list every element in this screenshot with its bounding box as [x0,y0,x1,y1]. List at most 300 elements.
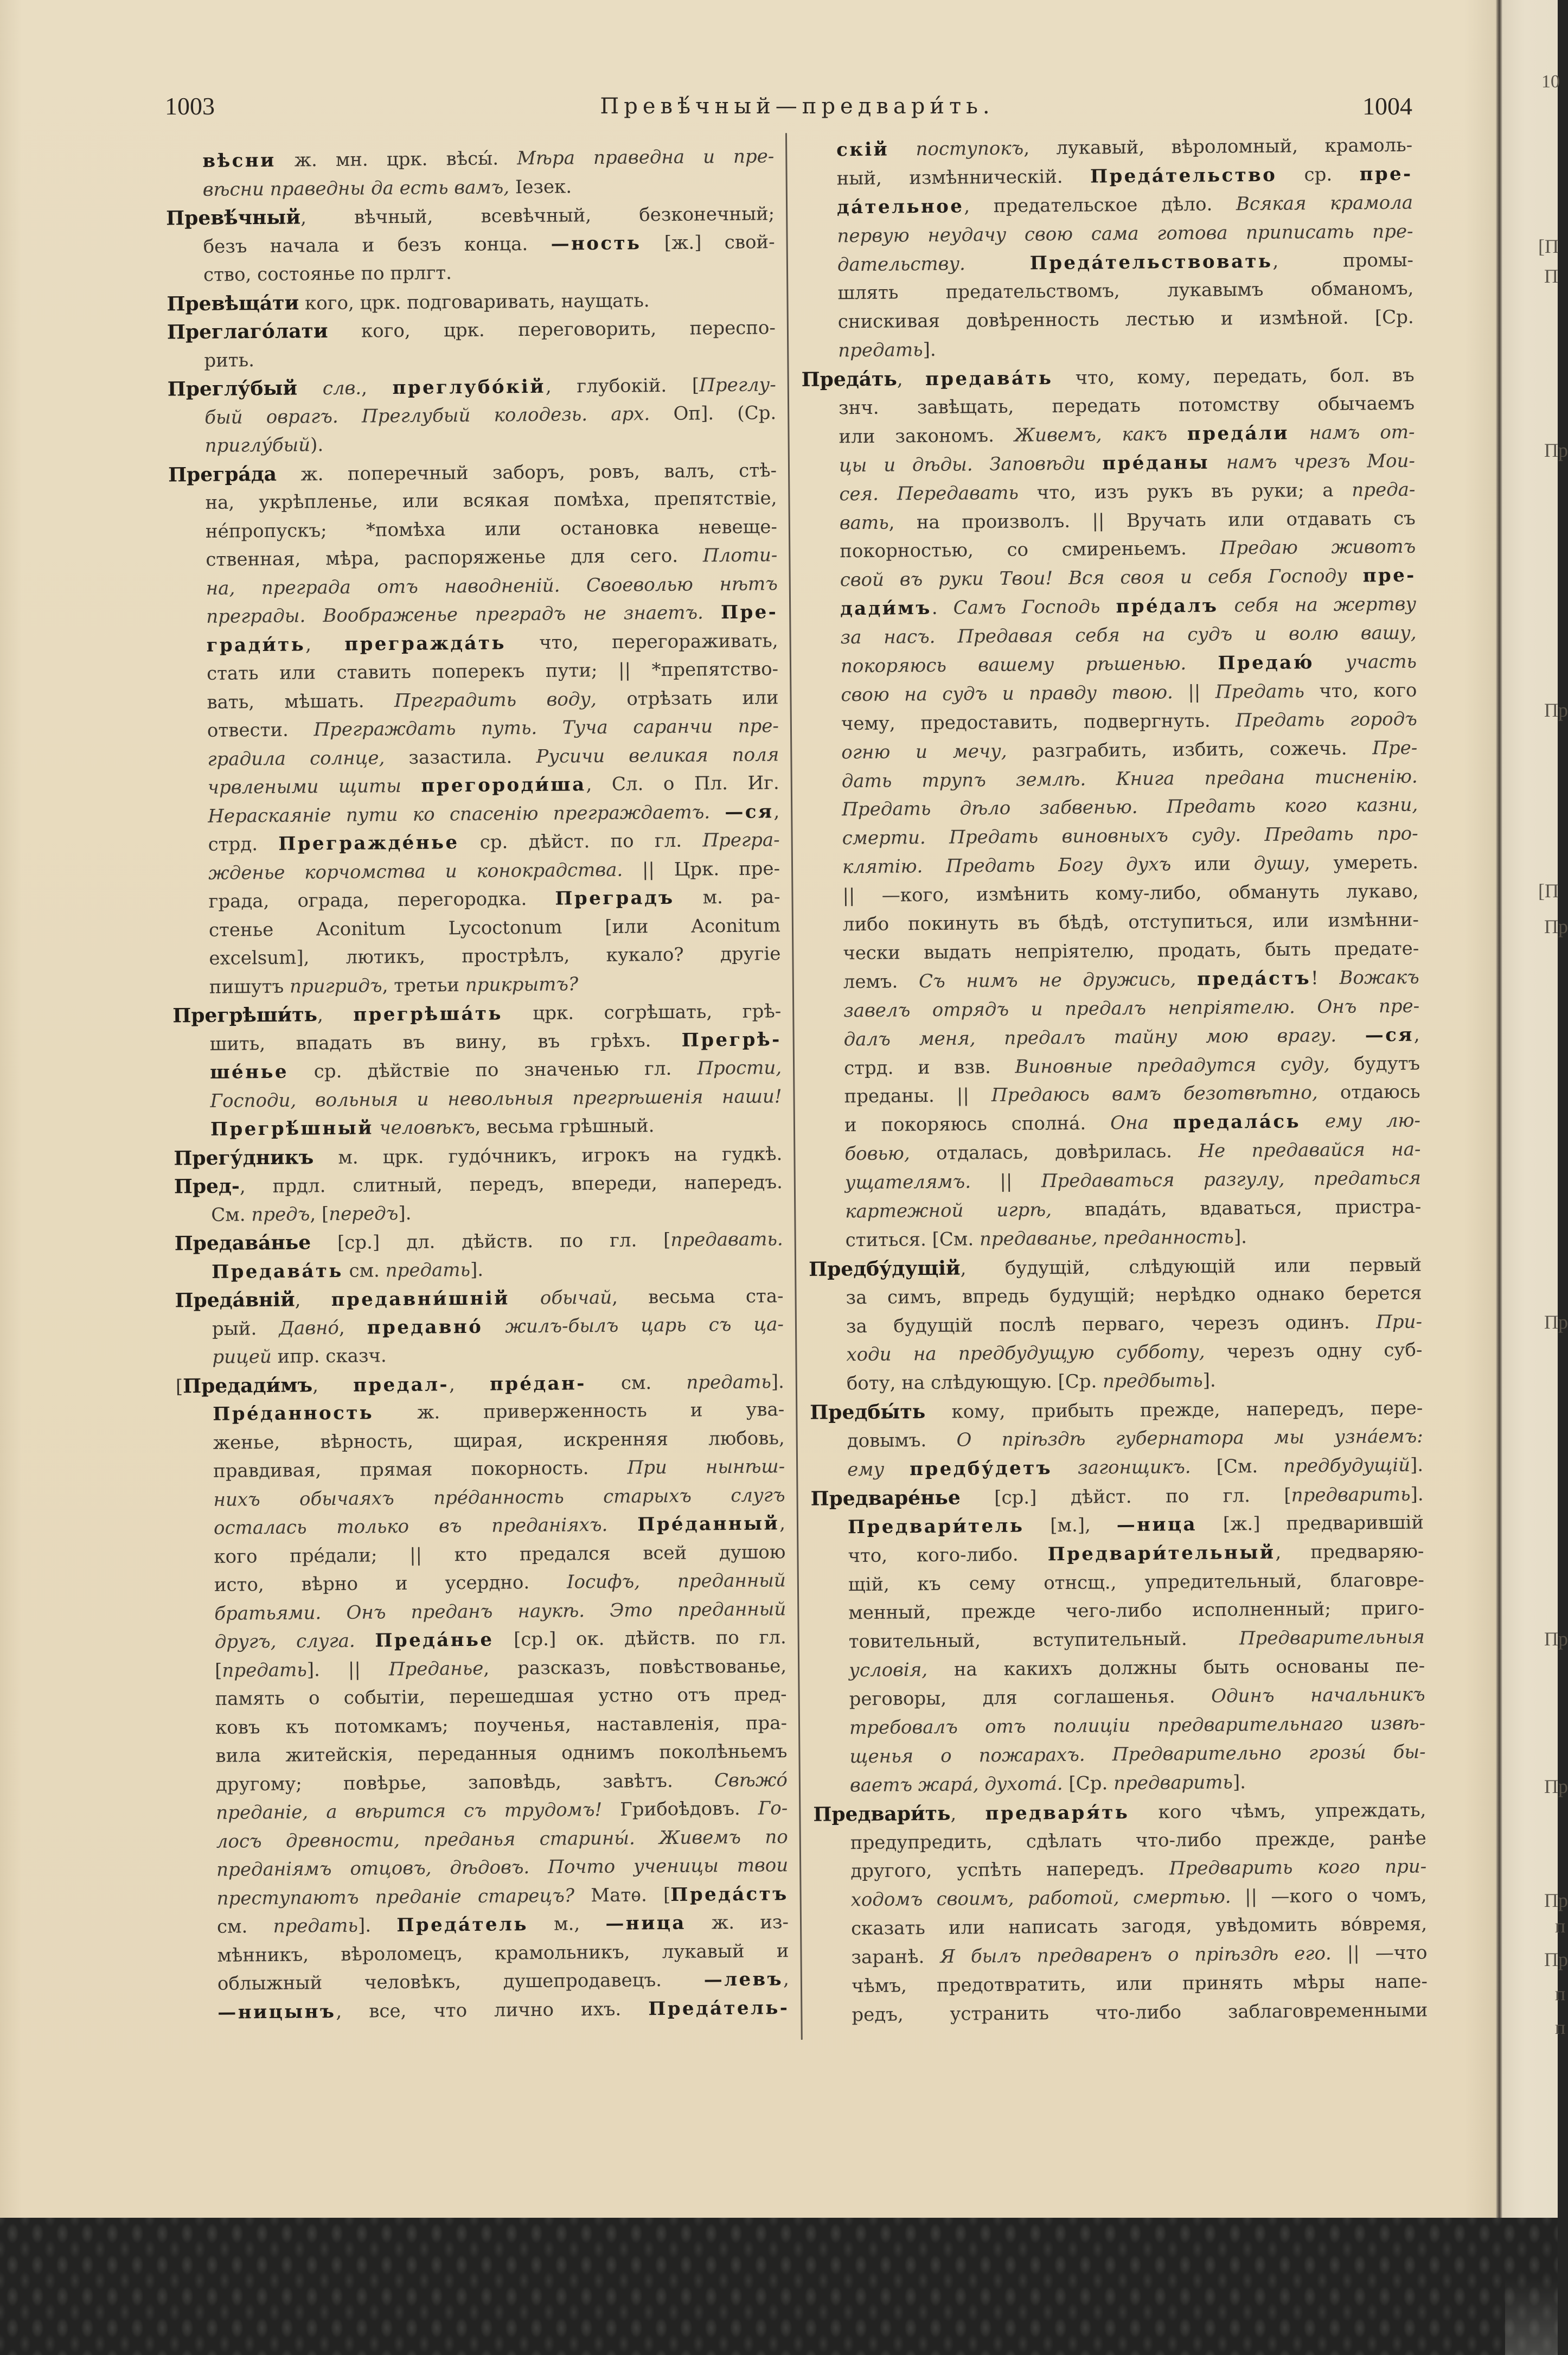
definition-text: || [1173,681,1215,704]
derived-form: прегрѣша́ть [353,1003,503,1026]
text-line [175,1253,783,1287]
text-line [172,1025,781,1059]
example-text: предать [273,1914,359,1937]
text-line [803,590,1416,624]
derived-form: предал- [353,1373,450,1396]
next-page-fragment: Пр [1544,1890,1568,1911]
derived-form: —ся [1365,1024,1414,1046]
definition-text: ж. из- [686,1911,789,1934]
text-line [812,1623,1425,1657]
definition-text: || —кого о чомъ, [1231,1884,1427,1908]
text-line [181,1965,789,1999]
next-page-fragment: [П [1538,880,1559,902]
text-line [809,1279,1422,1312]
definition-text: , [1413,1024,1420,1046]
definition-text: сказать или написать загодя, увѣдомить во́время, [850,1913,1428,1940]
definition-text: за симъ, впредь будущій; нерѣдко однако берется [846,1282,1422,1309]
example-text: рицей [212,1345,272,1368]
definition-text: , весьма ста- [612,1285,784,1309]
definition-text: ]. [357,1914,397,1937]
derived-form: —ница [605,1912,686,1935]
definition-text: лемъ. [843,970,919,993]
definition-text: града, ограда, перегородка. [208,888,555,912]
example-text: Виновные предадутся суду, [1015,1053,1330,1078]
example-text: Преглу- [699,374,776,397]
text-line [811,1508,1424,1542]
text-line [800,217,1413,251]
example-text: Съ нимъ не дружись, [918,968,1198,992]
definition-text: вать, мѣшать. [207,690,395,713]
headword: Предади́мъ [182,1373,313,1397]
definition-text: Оп]. (Ср. [650,401,777,425]
example-text: ему [847,1458,910,1481]
example-text: предварить [1291,1483,1411,1507]
example-text: Вожакъ [1339,966,1419,989]
derived-form: Предава́ть [211,1260,343,1283]
definition-text: || Црк. пре- [623,857,780,881]
definition-text: , [317,1004,354,1026]
definition-text: рить. [204,349,255,372]
example-text: Господи, вольныя и невольныя прегрѣшенія наши! [210,1085,782,1112]
text-line [805,848,1418,882]
derived-form: дади́мъ [840,597,932,620]
text-line [168,399,776,432]
text-line [812,1652,1425,1686]
example-text: картежной игрѣ, [845,1199,1052,1223]
definition-text: . [931,597,953,620]
derived-form: Преда́стъ [670,1882,789,1906]
definition-text: , третьи [382,974,465,997]
definition-text: знч. завѣщать, передать потомству обычаемъ [838,392,1415,419]
definition-text: отдалась, довѣрилась. [910,1140,1199,1165]
text-line [169,627,778,660]
headword: Предава́нье [174,1231,311,1255]
text-line [178,1737,787,1771]
definition-text: ]. || [306,1658,389,1681]
example-text: условія, [849,1659,928,1682]
derived-form: прегражда́ть [344,631,506,655]
example-text: Она [1110,1112,1173,1134]
text-line [171,769,779,802]
text-line [170,684,778,717]
derived-form: Прегражде́нье [278,832,459,855]
text-line [165,142,774,176]
text-line [177,1566,786,1600]
headword: Прегу́дникъ [174,1145,314,1170]
text-line [801,246,1413,279]
headword: Преглаго́лати [167,320,328,344]
example-text: завелъ отрядъ и предалъ непріятелю. Онъ пре- [843,995,1420,1022]
text-line [803,533,1416,566]
example-text: человѣкъ [373,1116,475,1139]
entry-start-line [175,1281,783,1315]
text-line [170,712,779,745]
text-line [814,1910,1427,1944]
entry-start-line [174,1139,782,1173]
example-text: загонщикъ. [1052,1456,1191,1479]
example-text: предать [686,1370,771,1394]
example-text: огню и мечу, [841,740,1007,763]
definition-text: , [312,1374,354,1396]
text-line [173,1082,782,1116]
definition-text: ж. мн. црк. вѣсы́. [276,148,517,171]
derived-form: Преда́нье [375,1629,494,1652]
definition-text: женье, вѣрность, щирая, искренняя любовь, [213,1427,785,1454]
definition-text: [Ср. [1063,1772,1114,1795]
headword: Предбы́ть [810,1400,926,1424]
definition-text: [ [175,1375,183,1397]
text-line [814,1881,1426,1915]
example-text: первую неудачу свою сама готова приписать пре- [837,220,1413,247]
definition-text: правдивая, прямая покорность. [213,1457,628,1482]
example-text: чрвлеными щиты [207,775,421,799]
derived-form: пре́дан- [489,1372,586,1395]
example-text: Преданье [388,1657,484,1680]
definition-text: что, кого-либо. [848,1543,1048,1567]
example-text: слв. [297,377,362,400]
definition-text: ство, состоянье по прлгт. [203,262,452,286]
definition-text: облыжный человѣкъ, душепродавецъ. [217,1969,704,1995]
text-line [173,1054,782,1087]
definition-text: , разсказъ, повѣствованье, [483,1655,787,1680]
definition-text: боту, на слѣдующую. [Ср. [846,1370,1103,1395]
definition-text: см. [343,1259,386,1282]
text-line [812,1681,1425,1714]
entry-start-line [801,361,1414,394]
definition-text: , [783,1968,790,1990]
text-line [808,1193,1421,1227]
example-text: предать [838,339,923,362]
example-text: предать [222,1658,307,1682]
example-text: Свѣжо́ [714,1769,788,1791]
text-line [170,655,778,688]
example-text: предавать. [670,1228,783,1251]
definition-text: , на произволъ. || Вручать или отдавать съ [888,507,1416,534]
example-text: Предаю животъ [1220,536,1416,560]
derived-form: скій [836,138,889,161]
headword: Предваре́нье [810,1486,961,1510]
definition-text: Іезек. [515,175,572,198]
derived-form: Пре- [720,601,778,624]
text-line [166,228,775,261]
definition-text: , вѣчный, всевѣчный, безконечный; [300,203,775,229]
definition-text: ковъ къ потомкамъ; поученья, наставленія, пра- [215,1712,788,1739]
example-text: за насъ. Предавая себя на судъ и волю вашу, [840,622,1417,649]
example-text: жденье корчомства и конокрадства. [208,859,623,884]
definition-text: , [361,377,393,399]
entry-start-line [176,1367,784,1401]
text-line [811,1537,1424,1571]
definition-text: , Сл. о Пл. Иг. [586,772,779,796]
example-text: передъ [329,1202,399,1225]
example-text: нихъ обычаяхъ пре́данность старыхъ слугъ [213,1484,785,1511]
example-text: При- [1375,1311,1423,1333]
definition-text: [ср.] дѣйст. по гл. [ [960,1484,1291,1509]
definition-text: чески выдать непріятелю, продать, быть предате- [843,937,1419,965]
text-line [807,1020,1419,1054]
definition-text: стрд. и взв. [843,1056,1015,1079]
example-text: свою на судъ и правду твою. [841,681,1174,706]
definition-text: ]. [1410,1483,1424,1505]
definition-text: || —кого, измѣнить кому-либо, обмануть лукаво, [842,880,1419,907]
text-line [804,705,1417,738]
text-line [806,935,1419,968]
next-page-fragment: [П [1538,235,1559,257]
example-text: далъ меня, предалъ тайну мою врагу. [843,1024,1365,1050]
text-line [814,1824,1426,1858]
next-page-fragment: п [1555,1915,1566,1937]
example-text: ходомъ своимъ, работой, смертью. [850,1886,1231,1911]
definition-text: на, укрѣпленье, или всякая помѣха, препятствіе, [205,487,777,514]
entry-start-line [167,313,776,347]
running-head: Превѣ́чный—предвари́ть. [600,94,995,119]
derived-form: Предаю́ [1218,652,1315,674]
definition-text: чѣмъ, предотвратить, или принять мѣры напе- [851,1970,1428,1997]
text-line [811,1566,1424,1599]
derived-form: предваря́ть [985,1801,1130,1824]
text-line [813,1766,1426,1800]
example-text: предаванье, преданность [979,1226,1234,1250]
definition-text: отвести. [207,719,314,742]
definition-text: Матѳ. [ [574,1884,671,1906]
definition-text: вила житейскія, переданныя однимъ поколѣньемъ [215,1740,788,1767]
text-line [171,826,779,859]
definition-text: || —что [1331,1942,1428,1965]
text-line [171,883,780,916]
definition-text: чему, предоставить, подвергнуть. [841,710,1236,735]
example-text: преграды. Воображенье преградъ не знаетъ. [206,602,721,628]
definition-text: или [1171,853,1254,876]
text-line [176,1452,785,1486]
headword: Пред- [174,1175,240,1198]
text-line [178,1652,786,1686]
text-line [808,1135,1420,1169]
text-line [166,171,775,205]
text-line [172,911,780,945]
definition-text: , предательское дѣло. [964,193,1237,218]
text-line [176,1424,785,1458]
example-text: бовью, [844,1143,910,1165]
text-line [172,968,781,1002]
definition-text: , весьма грѣшный. [475,1115,655,1138]
definition-text: товительный, вступительный. [848,1628,1239,1653]
headword: Предбу́дущій [808,1256,961,1281]
example-text: другъ, слуга. [214,1630,375,1653]
text-line [169,541,777,575]
text-line [808,1107,1420,1140]
example-text: ущателямъ. [844,1171,971,1194]
definition-text: , [773,800,780,822]
derived-form: Прегрѣ́шный [210,1117,374,1140]
derived-form: вѣсни [202,149,276,172]
example-text: поступокъ [889,137,1024,161]
entry-start-line [167,285,775,318]
derived-form: Преда́тель [396,1913,529,1937]
text-line [169,598,778,631]
column-left [165,142,789,2027]
example-text: душу [1253,852,1305,875]
next-page-fragment: Пр [1544,1311,1568,1333]
definition-text: что, кого [1304,679,1417,703]
definition-text: [ [215,1660,222,1682]
derived-form: Предвари́тельный [1047,1541,1276,1565]
derived-form: Пре́данность [213,1402,374,1425]
example-text: бый оврагъ. Преглубый колодезь. арх. [204,403,650,429]
example-text: Преградить воду, [394,688,597,712]
text-line [805,791,1418,825]
entry-start-line [174,1167,783,1201]
column-right [799,131,1428,2030]
entry-start-line [166,199,775,233]
text-line [805,762,1418,796]
example-text: предварить [1113,1771,1233,1795]
entry-start-line [175,1224,783,1258]
definition-text: || [970,1170,1041,1193]
definition-text: ]. [923,339,936,361]
example-text: Предать городъ [1235,708,1418,732]
text-line [802,475,1415,509]
definition-text: другого, успѣть напередъ. [850,1858,1170,1882]
next-page-fragment: п [1555,1983,1566,2005]
definition-text: [м.], [1024,1514,1117,1537]
page-number-right: 1004 [1362,92,1412,120]
example-text: Пре- [1372,737,1418,759]
derived-form: гради́ть [206,633,306,656]
example-text: намъ от- [1289,421,1415,444]
definition-text: или закономъ. [839,424,1015,448]
definition-text: на какихъ должны быть основаны пе- [927,1655,1425,1681]
headword: Предвари́ть [813,1802,951,1826]
definition-text: отрѣзать или [596,686,779,710]
example-text: Предаюсь вамъ безотвѣтно, [991,1082,1318,1107]
next-page-fragment: 10 [1541,72,1560,92]
text-line [177,1595,786,1629]
definition-text: кого, црк. подговаривать, наущать. [299,289,650,314]
example-text: Предварительныя [1239,1626,1425,1650]
definition-text: м., [528,1912,606,1936]
text-line [801,275,1413,308]
definition-text: м. црк. гудо́чникъ, игрокъ на гудкѣ. [313,1143,783,1169]
derived-form: Преда́тель- [648,1996,790,2020]
definition-text: ср. [1277,163,1360,186]
example-text: предбудущій [1283,1454,1411,1477]
definition-text: , [449,1373,490,1395]
text-line [803,619,1416,653]
definition-text: ]. [1232,1771,1246,1794]
text-line [809,1307,1422,1341]
definition-text: что, изъ рукъ въ руки; а [1018,479,1352,504]
text-line [181,1994,789,2027]
example-text: Мѣра праведна и пре- [516,145,775,170]
definition-text: не́пропускъ; *помѣха или остановка невеще- [205,515,778,543]
entry-start-line [168,370,776,404]
definition-text: будутъ [1329,1052,1420,1075]
text-line [172,940,780,973]
definition-text: что, перегораживать, [505,629,778,654]
text-line [180,1880,788,1913]
derived-form: —левъ [703,1968,784,1991]
headword: Превѣ́чный [166,206,301,230]
definition-text: что, кому, передать, бол. въ [1053,364,1415,390]
example-text: предать [385,1259,471,1281]
example-text: вать [839,512,889,534]
definition-text: См. [211,1203,252,1226]
definition-text: ственная, мѣра, распоряженье для сего. [206,545,703,571]
definition-text: стрд. [208,833,279,856]
example-text: Самъ Господь [953,596,1116,619]
definition-text: , [950,1802,985,1825]
example-text: градила солнце, [207,746,385,770]
definition-text: другому; повѣрье, заповѣдь, завѣтъ. [215,1769,715,1796]
definition-text: , все, что лично ихъ. [336,1997,649,2022]
text-line [807,992,1419,1025]
definition-text: покорностью, со смиреньемъ. [840,538,1220,563]
definition-text: [ср.] ок. дѣйств. по гл. [494,1626,786,1651]
definition-text: ср. дѣйст. по гл. [459,829,703,854]
derived-form: Преградъ [555,886,675,910]
definition-text: ]. [771,1370,785,1393]
text-line [799,160,1412,194]
definition-text: заранѣ. [851,1945,940,1969]
background-fabric [0,2218,1558,2355]
definition-text: пишутъ [209,975,290,998]
definition-text: щій, къ сему отнсщ., упредительный, благовре- [848,1569,1425,1595]
derived-form: Пре́данный [637,1512,780,1536]
text-line [179,1794,788,1828]
entry-start-line [813,1795,1426,1829]
definition-text: менный, прежде чего-либо исполненный; приго- [848,1597,1425,1624]
definition-text: рый. [212,1317,279,1340]
entry-start-line [168,456,777,489]
text-line [171,854,780,888]
next-page-fragment: Пр [1544,699,1568,721]
definition-text: ]. [398,1202,412,1224]
text-line [169,570,778,603]
definition-text: кого пре́дали; || кто предался всей душою [214,1541,786,1568]
definition-text: ж. поперечный заборъ, ровъ, валъ, стѣ- [276,459,777,486]
definition-text: ]. [470,1259,484,1281]
headword: Преда́вній [175,1288,295,1312]
derived-form: пре́даны [1102,451,1210,475]
derived-form: Преда́тельствовать [1029,250,1273,274]
example-text: Предаваться разгулу, предаться [1041,1167,1421,1192]
definition-text: довымъ. [847,1429,957,1452]
definition-text: см. [216,1915,273,1938]
next-page-fragment: п [1555,2016,1566,2038]
definition-text: м. ра- [674,886,780,909]
derived-form: прегороди́ша [421,774,586,797]
text-line [815,1968,1428,2001]
definition-text: , [295,1289,331,1311]
example-text: ваетъ жара́, духота́. [849,1772,1063,1796]
example-text: пригридъ [289,974,382,998]
example-text: Одинъ начальникъ [1211,1683,1425,1707]
text-line [807,1049,1420,1083]
example-text: О пріѣздѣ губернатора мы узна́емъ: [956,1425,1423,1451]
example-text: свой въ руки Твои! Вся своя и себя Господу [840,565,1363,591]
example-text: Прегра- [702,829,780,852]
text-line [810,1451,1423,1485]
text-line [180,1908,789,1942]
definition-text: , [779,1512,786,1535]
example-text: осталась только въ преданіяхъ. [213,1514,638,1539]
text-line [178,1623,786,1657]
text-line [175,1338,784,1372]
text-line [178,1709,787,1743]
derived-form: преглубо́кій [392,375,546,399]
example-text: себя на жертву [1218,593,1417,617]
definition-text: отдаюсь [1317,1081,1420,1104]
